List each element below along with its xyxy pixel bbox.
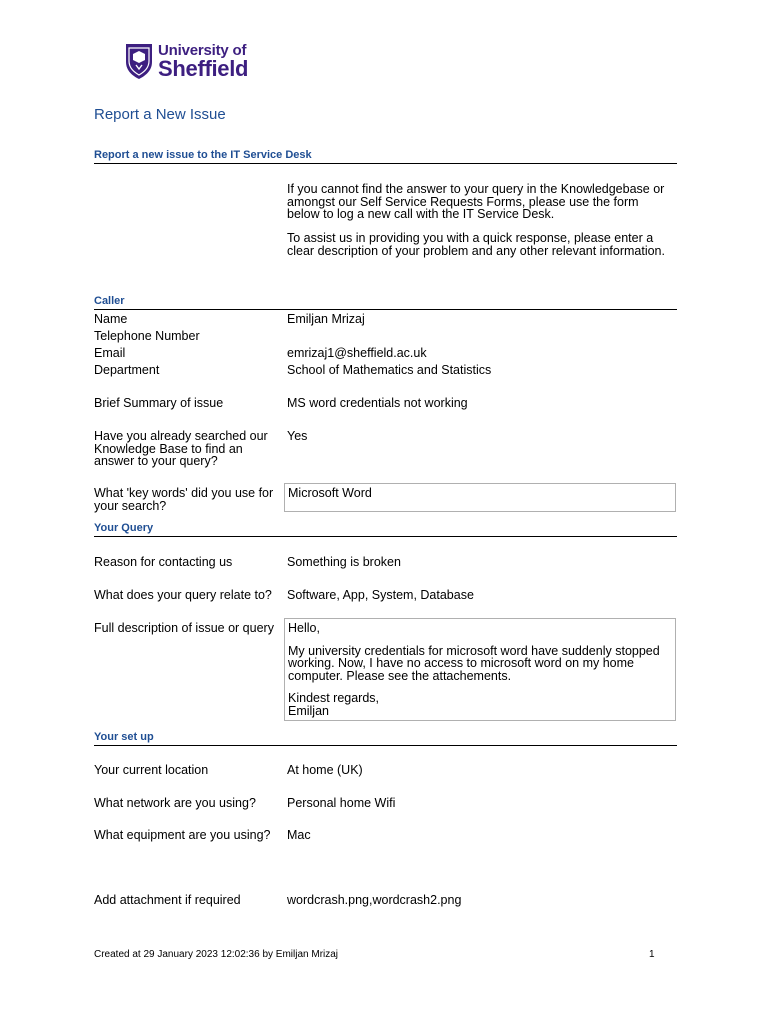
description-greeting: Hello, [288,621,320,635]
telephone-label: Telephone Number [94,329,200,343]
attachment-label: Add attachment if required [94,893,241,907]
description-closing: Kindest regards, [288,691,380,705]
summary-label: Brief Summary of issue [94,396,224,410]
location-value: At home (UK) [287,763,363,777]
page-number: 1 [649,949,655,960]
network-label: What network are you using? [94,796,256,810]
section-heading-query: Your Query [94,522,677,537]
description-signoff [288,692,672,717]
keywords-value: Microsoft Word [288,486,372,500]
location-label: Your current location [94,763,209,777]
section-heading-caller: Caller [94,295,677,310]
logo-text-line1: University of [158,42,247,59]
description-label: Full description of issue or query [94,621,274,635]
equipment-label: What equipment are you using? [94,828,271,842]
reason-label: Reason for contacting us [94,555,233,569]
reason-value: Something is broken [287,555,401,569]
intro-paragraph-2: To assist us in providing you with a quick response, please enter a clear description of your problem and any other relevant information. [287,231,665,258]
crest-icon [124,42,154,80]
page-title: Report a New Issue [94,106,226,123]
kb-searched-label: Have you already searched our Knowledge Base to find an answer to your query? [94,429,268,468]
keywords-label: What 'key words' did you use for your search? [94,486,274,513]
footer-created: Created at 29 January 2023 12:02:36 by Emiljan Mrizaj [94,949,339,960]
relates-label: What does your query relate to? [94,588,272,602]
email-value: emrizaj1@sheffield.ac.uk [287,346,427,360]
relates-value: Software, App, System, Database [287,588,474,602]
equipment-value: Mac [287,828,311,842]
kb-searched-value: Yes [287,429,308,443]
university-logo [124,42,254,82]
section-heading-setup: Your set up [94,731,677,746]
department-value: School of Mathematics and Statistics [287,363,492,377]
description-field [284,618,676,721]
email-label: Email [94,346,126,360]
summary-value: MS word credentials not working [287,396,468,410]
name-value: Emiljan Mrizaj [287,312,365,326]
description-body: My university credentials for microsoft word have suddenly stopped working. Now, I have no access to microsoft word on my home computer. Please see the attachements. [288,643,660,683]
keywords-field [284,483,676,512]
name-label: Name [94,312,128,326]
attachment-value[interactable]: wordcrash.png,wordcrash2.png [287,893,462,907]
description-signature: Emiljan [288,703,329,718]
logo-text-line2: Sheffield [158,56,249,81]
department-label: Department [94,363,160,377]
intro-paragraph-1: If you cannot find the answer to your query in the Knowledgebase or amongst our Self Service Requests Forms, please use the form below to log a new call with the IT Service Desk. [287,182,665,221]
network-value: Personal home Wifi [287,796,396,810]
section-heading-report: Report a new issue to the IT Service Desk [94,149,677,164]
